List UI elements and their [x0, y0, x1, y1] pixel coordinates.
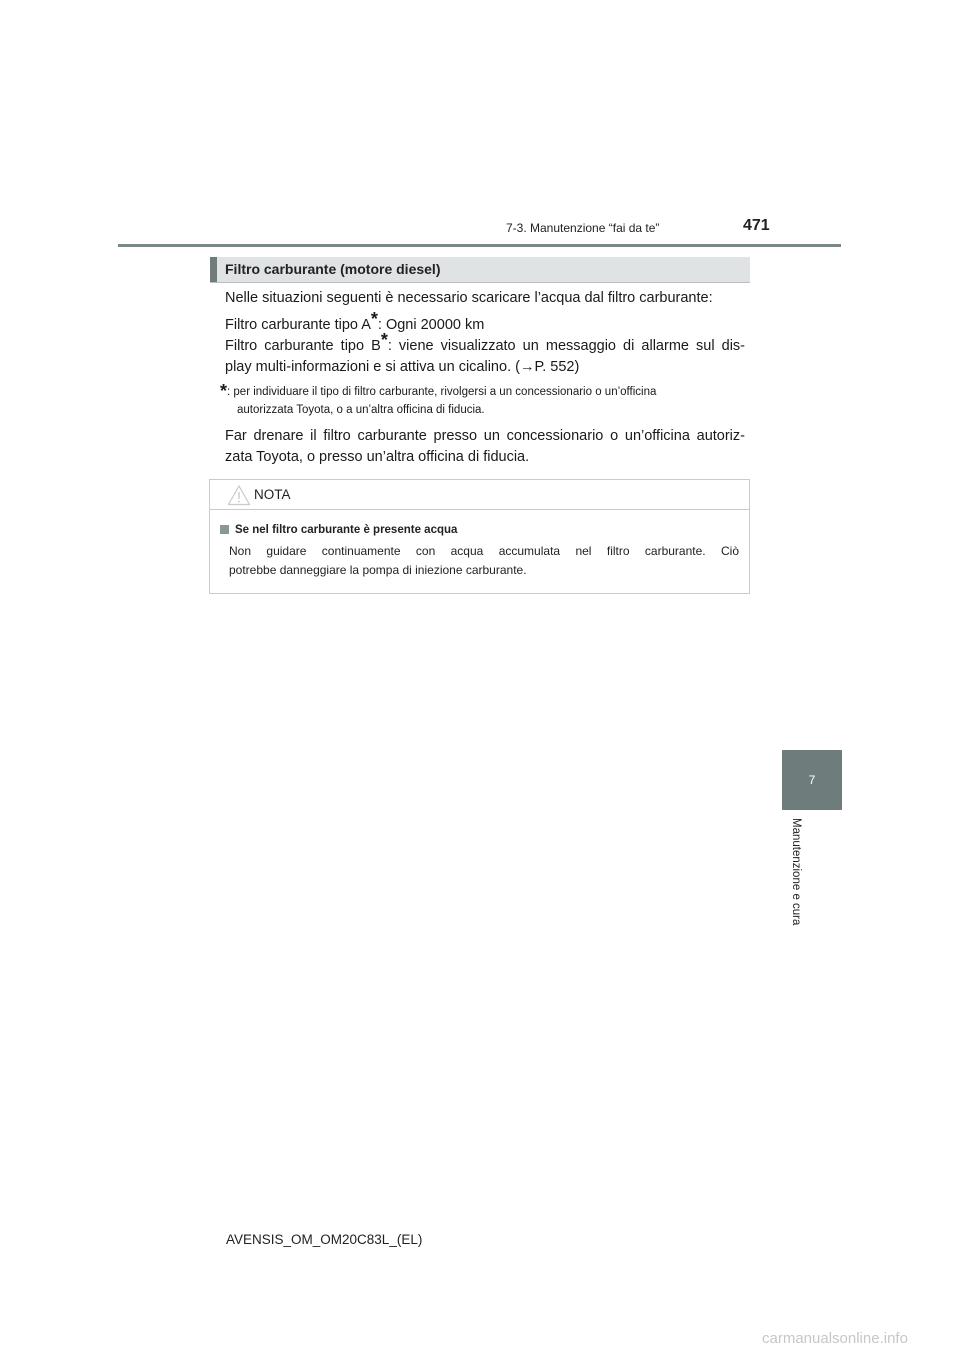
- page-number: 471: [743, 217, 770, 234]
- footnote-asterisk: *: [220, 381, 228, 401]
- square-bullet-icon: [220, 525, 229, 534]
- document-code: AVENSIS_OM_OM20C83L_(EL): [226, 1232, 423, 1247]
- drain-line-1: Far drenare il filtro carburante presso un concessionario o un’officina autoriz-: [225, 428, 745, 444]
- drain-line-2: zata Toyota, o presso un’altra officina di fiducia.: [225, 449, 530, 465]
- chapter-tab: [782, 750, 842, 810]
- type-a-prefix: Filtro carburante tipo A: [225, 317, 371, 333]
- note-box: [209, 479, 750, 594]
- note-body-line-1: Non guidare continuamente con acqua accumulata nel filtro carburante. Ciò: [229, 544, 739, 558]
- type-b-line-2: play multi-informazioni e si attiva un cicalino. (→P. 552): [225, 359, 580, 375]
- heading-accent-bar: [210, 257, 217, 282]
- note-body: [229, 542, 739, 580]
- note-header: [210, 480, 749, 510]
- note-title: NOTA: [254, 487, 291, 502]
- type-a-suffix: : Ogni 20000 km: [377, 317, 485, 333]
- note-item-title-text: Se nel filtro carburante è presente acqua: [235, 524, 458, 536]
- header-divider: [118, 244, 841, 247]
- section-heading: [210, 257, 750, 283]
- footnote-text-1: : per individuare il tipo di filtro carburante, rivolgersi a un concessionario o un’officina: [227, 386, 657, 398]
- type-b-prefix: Filtro carburante tipo B: [225, 338, 381, 354]
- chapter-side-label: Manutenzione e cura: [790, 818, 802, 926]
- asterisk-mark: *: [370, 309, 378, 329]
- note-body-line-2: potrebbe danneggiare la pompa di iniezione carburante.: [229, 563, 527, 577]
- note-item-title: [220, 524, 457, 536]
- chapter-number: 7: [808, 773, 816, 787]
- footnote-line-2: autorizzata Toyota, o a un’altra officina di fiducia.: [237, 404, 485, 416]
- type-b-line: [225, 330, 745, 357]
- type-b-suffix: : viene visualizzato un messaggio di allarme sul dis-: [387, 338, 745, 354]
- warning-triangle-icon: [227, 484, 251, 506]
- footnote-line-1: [220, 381, 657, 401]
- footnote: [220, 380, 746, 419]
- intro-paragraph: [225, 288, 745, 309]
- watermark: carmanualsonline.info: [762, 1330, 908, 1347]
- asterisk-mark: *: [380, 330, 388, 350]
- section-title: Filtro carburante (motore diesel): [225, 261, 441, 277]
- intro-text: Nelle situazioni seguenti è necessario scaricare l’acqua dal filtro carburante:: [225, 290, 713, 306]
- filter-types-paragraph: [225, 309, 745, 378]
- running-header-section: 7-3. Manutenzione “fai da te”: [506, 221, 660, 235]
- type-a-line: [225, 309, 745, 336]
- drain-paragraph: [225, 426, 745, 468]
